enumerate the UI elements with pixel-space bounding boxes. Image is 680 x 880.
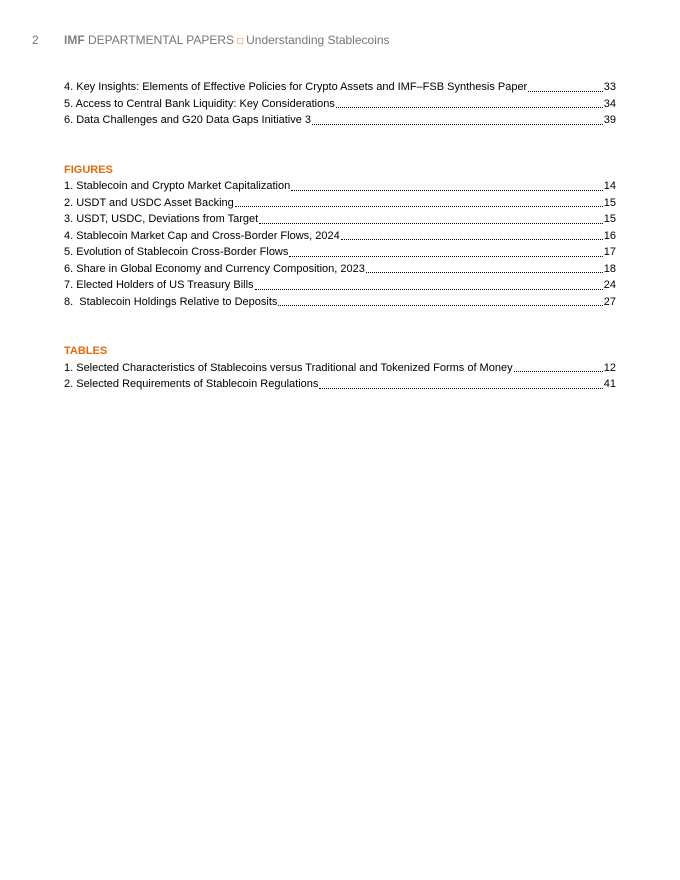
toc-entry[interactable] — [64, 244, 616, 261]
toc-entry[interactable] — [64, 96, 616, 113]
entry-page: 17 — [603, 246, 616, 258]
tables-section — [64, 343, 616, 393]
toc-entry[interactable] — [64, 376, 616, 393]
dot-leader — [528, 91, 603, 92]
entry-label: 2. USDT and USDC Asset Backing — [64, 196, 234, 209]
running-header — [32, 33, 390, 47]
entry-page: 15 — [603, 213, 616, 225]
dot-leader — [341, 239, 603, 240]
entry-page: 27 — [603, 295, 616, 308]
boxes-list — [64, 79, 616, 129]
toc-entry[interactable] — [64, 228, 616, 245]
entry-page: 15 — [603, 196, 616, 209]
entry-label: 8. Stablecoin Holdings Relative to Deposits — [64, 295, 278, 308]
entry-label: 1. Stablecoin and Crypto Market Capitalization — [64, 180, 291, 192]
entry-label: 5. Access to Central Bank Liquidity: Key Considerations — [64, 97, 335, 110]
entry-label: 7. Elected Holders of US Treasury Bills — [64, 279, 254, 291]
toc-entry[interactable] — [64, 294, 616, 311]
toc-entry[interactable] — [64, 277, 616, 294]
entry-label: 4. Stablecoin Market Cap and Cross-Border Flows, 2024 — [64, 229, 340, 242]
entry-label: 4. Key Insights: Elements of Effective Policies for Crypto Assets and IMF–FSB Synthesis Paper — [64, 81, 528, 93]
dot-leader — [259, 223, 603, 224]
entry-page: 41 — [603, 378, 616, 390]
separator-icon: □ — [237, 36, 244, 47]
toc-entry[interactable] — [64, 360, 616, 377]
figures-section — [64, 162, 616, 311]
toc-entry[interactable] — [64, 261, 616, 278]
entry-label: 1. Selected Characteristics of Stablecoins versus Traditional and Tokenized Forms of Money — [64, 361, 513, 374]
document-title: Understanding Stablecoins — [246, 33, 390, 47]
section-heading-figures: FIGURES — [64, 163, 113, 176]
entry-page: 33 — [603, 81, 616, 93]
entry-label: 6. Data Challenges and G20 Data Gaps Initiative 3 — [64, 114, 312, 126]
entry-page: 24 — [603, 279, 616, 291]
dot-leader — [312, 124, 603, 125]
entry-page: 12 — [603, 361, 616, 374]
entry-page: 34 — [603, 97, 616, 110]
org-name: IMF — [64, 33, 85, 47]
toc-entry[interactable] — [64, 178, 616, 195]
dot-leader — [235, 206, 603, 207]
dot-leader — [514, 371, 603, 372]
page-number: 2 — [32, 33, 39, 47]
dot-leader — [366, 272, 603, 273]
entry-label: 5. Evolution of Stablecoin Cross-Border Flows — [64, 246, 289, 258]
dot-leader — [291, 190, 603, 191]
entry-page: 18 — [603, 262, 616, 275]
toc-entry[interactable] — [64, 79, 616, 96]
entry-page: 14 — [603, 180, 616, 192]
dot-leader — [336, 107, 603, 108]
series-name: DEPARTMENTAL PAPERS — [88, 33, 235, 47]
dot-leader — [319, 388, 602, 389]
entry-label: 2. Selected Requirements of Stablecoin Regulations — [64, 378, 319, 390]
entry-label: 3. USDT, USDC, Deviations from Target — [64, 213, 259, 225]
toc-entry[interactable] — [64, 112, 616, 129]
entry-page: 16 — [603, 229, 616, 242]
toc-entry[interactable] — [64, 195, 616, 212]
toc-entry[interactable] — [64, 211, 616, 228]
section-heading-tables: TABLES — [64, 345, 108, 357]
table-of-contents — [64, 79, 616, 393]
dot-leader — [255, 289, 603, 290]
entry-label: 6. Share in Global Economy and Currency Composition, 2023 — [64, 262, 365, 275]
dot-leader — [278, 305, 602, 306]
dot-leader — [289, 256, 602, 257]
entry-page: 39 — [603, 114, 616, 126]
